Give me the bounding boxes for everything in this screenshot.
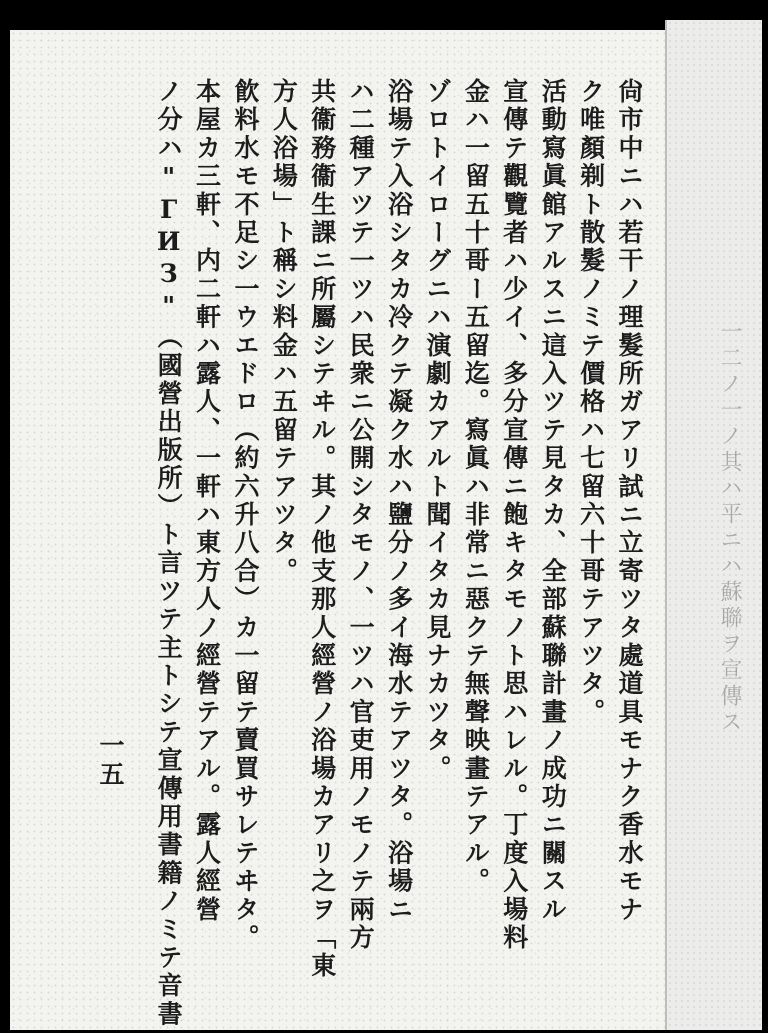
bleed-through-text: 一二ノ一ノ其ハ平ニハ蘇聯ヲ宣傳ス — [717, 320, 742, 736]
text-column: ハ二種アツテ一ツハ民衆ニ公開シタモノ、一ツハ官吏用ノモノテ兩方 — [346, 78, 376, 953]
text-column: 共衞務衞生課ニ所屬シテヰル。其ノ他支那人經營ノ浴場カアリ之ヲ「東 — [307, 78, 337, 981]
text-column: 宣傳テ觀覽者ハ少イ、多分宣傳ニ飽キタモノト思ハレル。丁度入場料 — [499, 78, 529, 953]
text-column: 方人浴場」ト稱シ料金ハ五留テアツタ。 — [269, 78, 299, 586]
page-number: 一五 — [96, 732, 125, 790]
text-column: ノ分ハ"ГИЗ"（國營出版所）ト言ツテ主トシテ宣傳用書籍ノミテ音書 — [154, 78, 184, 1029]
text-column: 活動寫眞館アルスニ這入ツテ見タカ、全部蘇聯計畫ノ成功ニ關スル — [538, 78, 568, 924]
vertical-body-text — [118, 78, 648, 1029]
text-column: ク唯顏剃ト散髮ノミテ價格ハ七留六十哥テアツタ。 — [576, 78, 606, 727]
text-column: 金ハ一留五十哥ー五留迄。寫眞ハ非常ニ惡クテ無聲映畫テアル。 — [461, 78, 491, 896]
text-column: 浴場テ入浴シタカ冷クテ凝ク水ハ鹽分ノ多イ海水テアツタ。浴場ニ — [384, 78, 414, 925]
text-column: 本屋カ三軒、内二軒ハ露人、一軒ハ東方人ノ經營テアル。露人經營 — [192, 78, 222, 924]
text-column: 飮料水モ不足シ一ウエドロ（約六升八合）カ一留テ賣買サレテヰタ。 — [230, 78, 260, 953]
text-column: 尙市中ニハ若干ノ理髮所ガアリ試ニ立寄ツタ處道具モナク香水モナ — [615, 78, 644, 924]
text-column: ゾロトイローグニハ演劇カアルト聞イタカ見ナカツタ。 — [422, 78, 452, 783]
